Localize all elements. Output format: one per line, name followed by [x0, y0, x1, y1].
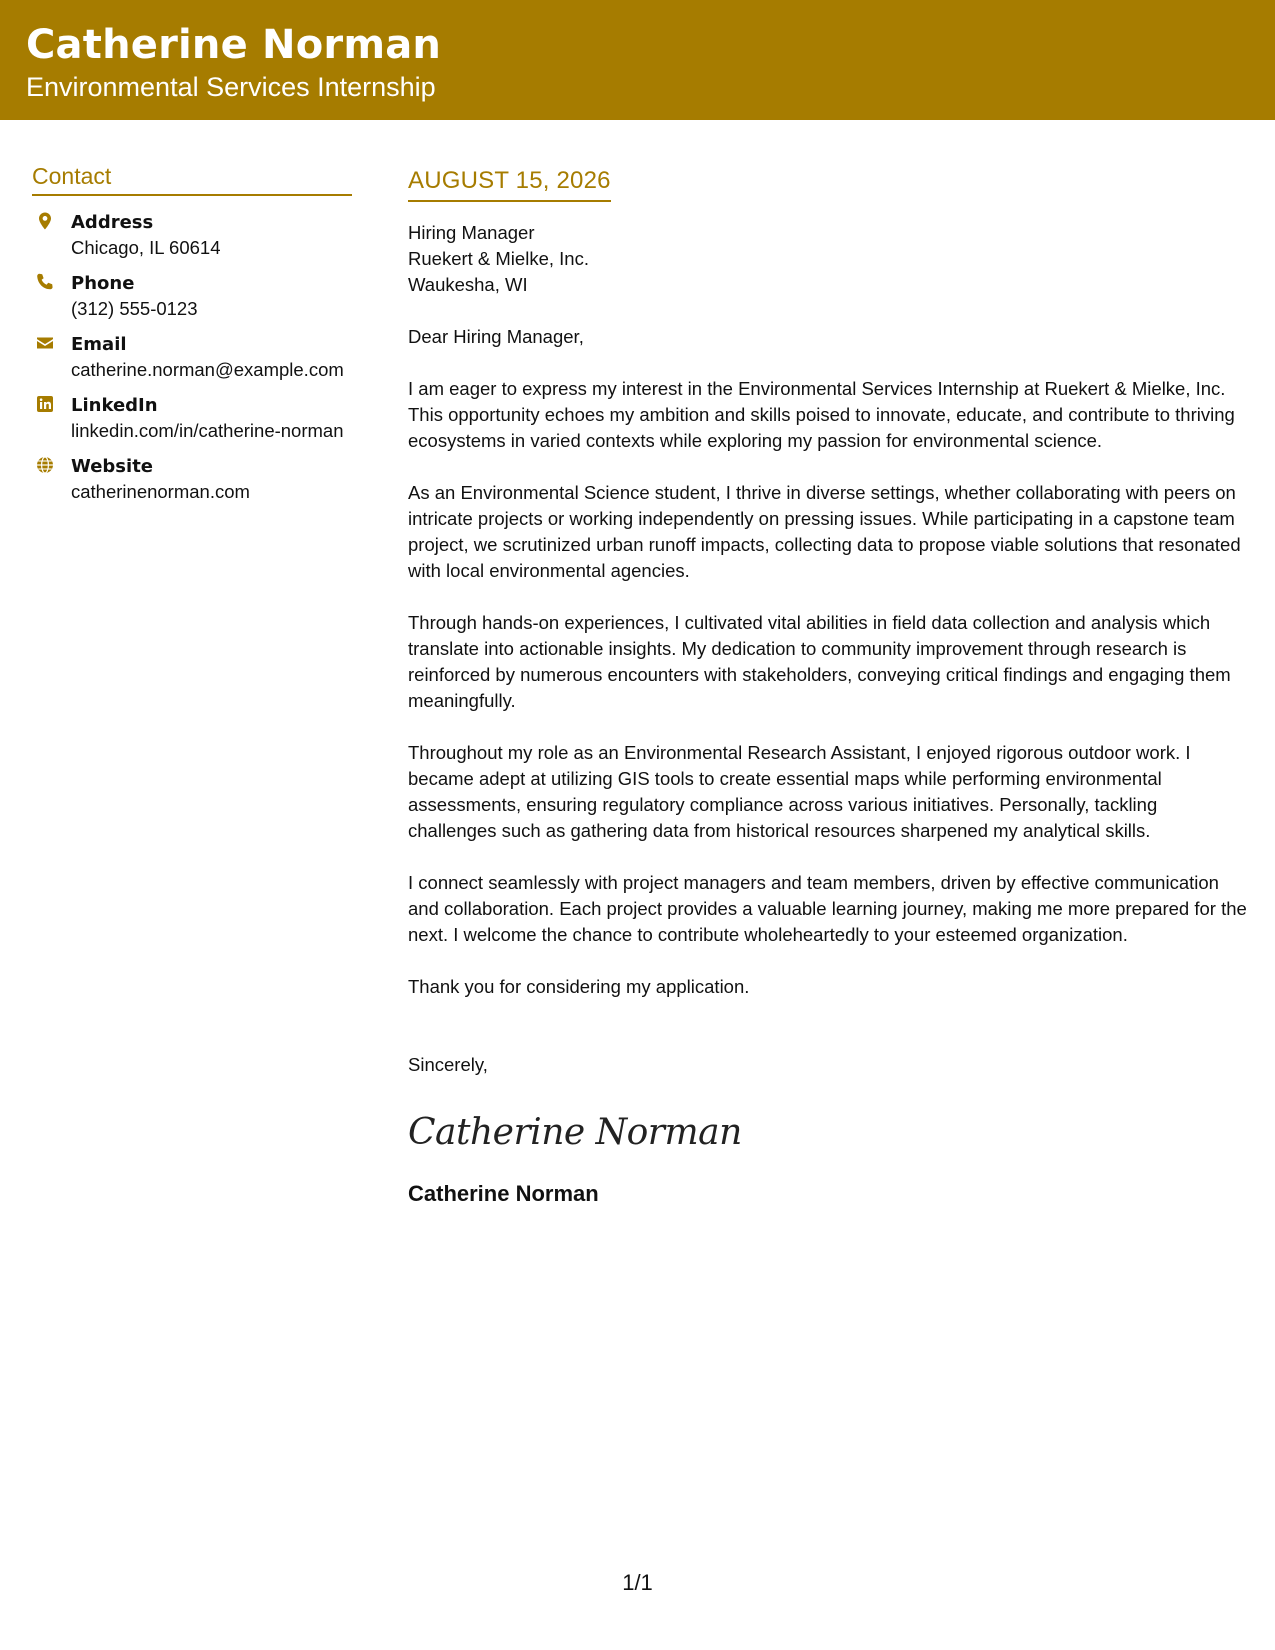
- letter-paragraph: As an Environmental Science student, I thrive in diverse settings, whether collaborating with peers on intricate projects or working independently on pressing issues. While participating in a capstone team project, we scrutinized urban runoff impacts, collecting data to propose viable solutions that resonated with local environmental agencies.: [408, 482, 1241, 581]
- page-header: [0, 0, 1275, 120]
- globe-icon: [35, 455, 55, 475]
- recipient-block: [408, 220, 1250, 298]
- letter-paragraph: Thank you for considering my application.: [408, 976, 750, 997]
- closing: Sincerely,: [408, 1054, 488, 1075]
- phone-icon: [35, 272, 55, 292]
- page-number: 1/1: [622, 1570, 653, 1595]
- contact-label: Email: [71, 334, 127, 355]
- contact-address: [32, 210, 352, 260]
- map-pin-icon: [35, 211, 55, 231]
- envelope-icon: [35, 333, 55, 353]
- contact-website: [32, 454, 352, 504]
- contact-label: Website: [71, 456, 154, 477]
- contact-value: (312) 555-0123: [71, 298, 198, 319]
- contact-value[interactable]: linkedin.com/in/catherine-norman: [71, 420, 344, 441]
- contact-label: Phone: [71, 273, 135, 294]
- recipient-line: Waukesha, WI: [408, 274, 528, 295]
- letter-paragraph: I connect seamlessly with project managers and team members, driven by effective communication and collaboration. Each project provides a valuable learning journey, making me more prepared for the next. I welcome the chance to contribute wholeheartedly to your esteemed organization.: [408, 872, 1247, 945]
- letter-paragraph: Throughout my role as an Environmental Research Assistant, I enjoyed rigorous outdoor work. I became adept at utilizing GIS tools to create essential maps while performing environmental assessments, ensuring regulatory compliance across various initiatives. Personally, tackling challenges such as gathering data from historical resources sharpened my analytical skills.: [408, 742, 1191, 841]
- recipient-line: Ruekert & Mielke, Inc.: [408, 248, 589, 269]
- recipient-line: Hiring Manager: [408, 222, 535, 243]
- contact-value[interactable]: catherine.norman@example.com: [71, 359, 344, 380]
- contact-heading: Contact: [32, 162, 352, 196]
- contact-linkedin: [32, 393, 352, 443]
- handwritten-signature: Catherine Norman: [408, 1112, 742, 1153]
- contact-phone: [32, 271, 352, 321]
- linkedin-icon: [35, 394, 55, 414]
- letter-date: AUGUST 15, 2026: [408, 166, 611, 202]
- contact-label: LinkedIn: [71, 395, 158, 416]
- contact-email: [32, 332, 352, 382]
- letter-body: [408, 166, 1250, 1208]
- contact-value: Chicago, IL 60614: [71, 237, 221, 258]
- applicant-name: Catherine Norman: [26, 22, 442, 68]
- target-role: Environmental Services Internship: [26, 72, 436, 102]
- contact-label: Address: [71, 212, 154, 233]
- letter-paragraph: Through hands-on experiences, I cultivated vital abilities in field data collection and analysis which translate into actionable insights. My dedication to community improvement through research is reinforced by numerous encounters with stakeholders, conveying critical findings and engaging them meaningfully.: [408, 612, 1231, 711]
- contact-value[interactable]: catherinenorman.com: [71, 481, 250, 502]
- salutation: Dear Hiring Manager,: [408, 326, 584, 347]
- letter-paragraph: I am eager to express my interest in the Environmental Services Internship at Ruekert & Mielke, Inc. This opportunity echoes my ambition and skills poised to innovate, educate, and contribute to thriving ecosystems in varied contexts while exploring my passion for environmental science.: [408, 378, 1235, 451]
- contact-list: [32, 210, 352, 504]
- contact-sidebar: [32, 162, 352, 515]
- signer-name: Catherine Norman: [408, 1181, 599, 1206]
